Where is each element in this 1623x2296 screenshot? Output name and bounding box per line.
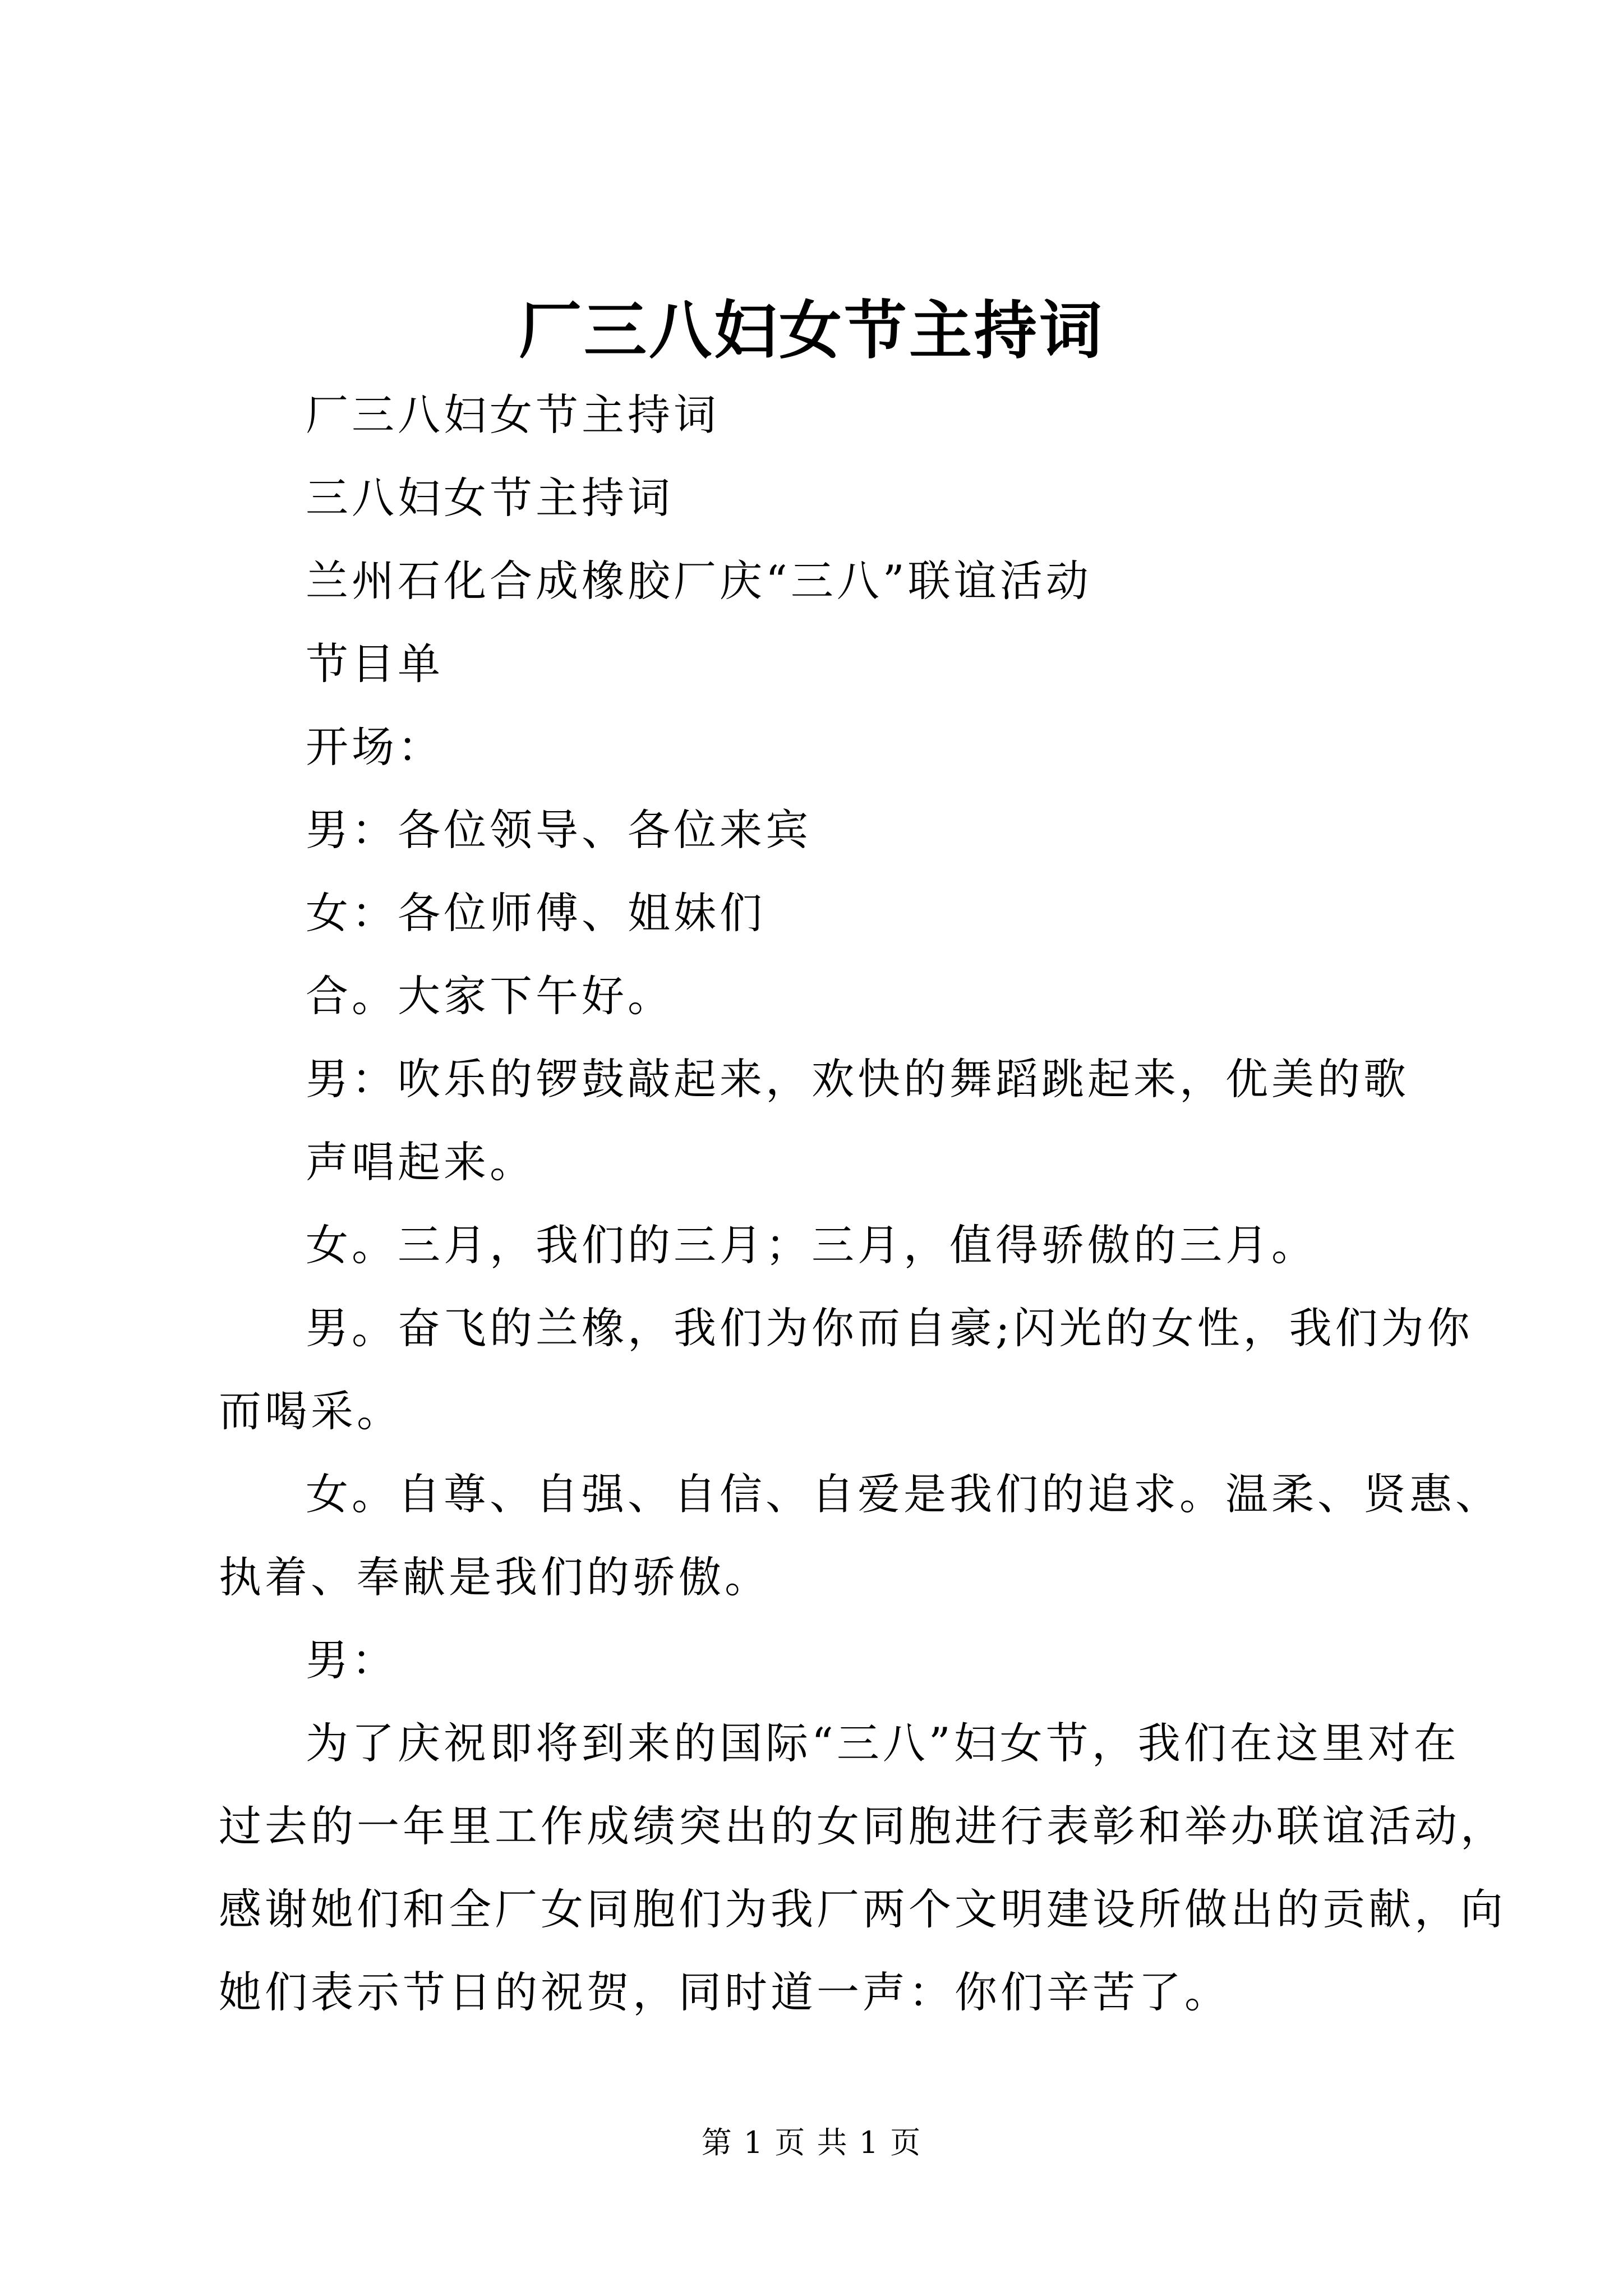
text-line: 女。自尊、自强、自信、自爱是我们的追求。温柔、贤惠、	[306, 1469, 1501, 1519]
text-line: 厂三八妇女节主持词	[306, 390, 720, 440]
text-line: 兰州石化合成橡胶厂庆“三八”联谊活动	[306, 556, 1092, 606]
text-line: 感谢她们和全厂女同胞们为我厂两个文明建设所做出的贡献，向	[219, 1884, 1506, 1934]
text-line: 女。三月，我们的三月；三月，值得骄傲的三月。	[306, 1220, 1317, 1270]
text-line: 合。大家下午好。	[306, 971, 674, 1021]
text-line: 三八妇女节主持词	[306, 473, 674, 523]
text-line: 为了庆祝即将到来的国际“三八”妇女节，我们在这里对在	[306, 1718, 1460, 1768]
text-line: 女：各位师傅、姐妹们	[306, 888, 766, 938]
text-line: 声唱起来。	[306, 1137, 536, 1187]
text-line: 而喝采。	[219, 1386, 403, 1436]
document-title: 厂三八妇女节主持词	[519, 294, 1104, 367]
text-line: 开场：	[306, 722, 444, 772]
text-line: 男：吹乐的锣鼓敲起来，欢快的舞蹈跳起来，优美的歌	[306, 1054, 1409, 1104]
text-line: 男：	[306, 1635, 398, 1685]
text-line: 男。奋飞的兰橡，我们为你而自豪;闪光的女性，我们为你	[306, 1303, 1473, 1353]
text-line: 男：各位领导、各位来宾	[306, 805, 811, 855]
text-line: 执着、奉献是我们的骄傲。	[219, 1552, 771, 1602]
page-footer: 第 1 页 共 1 页	[701, 2125, 922, 2160]
text-line: 节目单	[306, 639, 444, 689]
text-line: 她们表示节日的祝贺，同时道一声：你们辛苦了。	[219, 1967, 1230, 2017]
text-line: 过去的一年里工作成绩突出的女同胞进行表彰和举办联谊活动，	[219, 1801, 1506, 1851]
